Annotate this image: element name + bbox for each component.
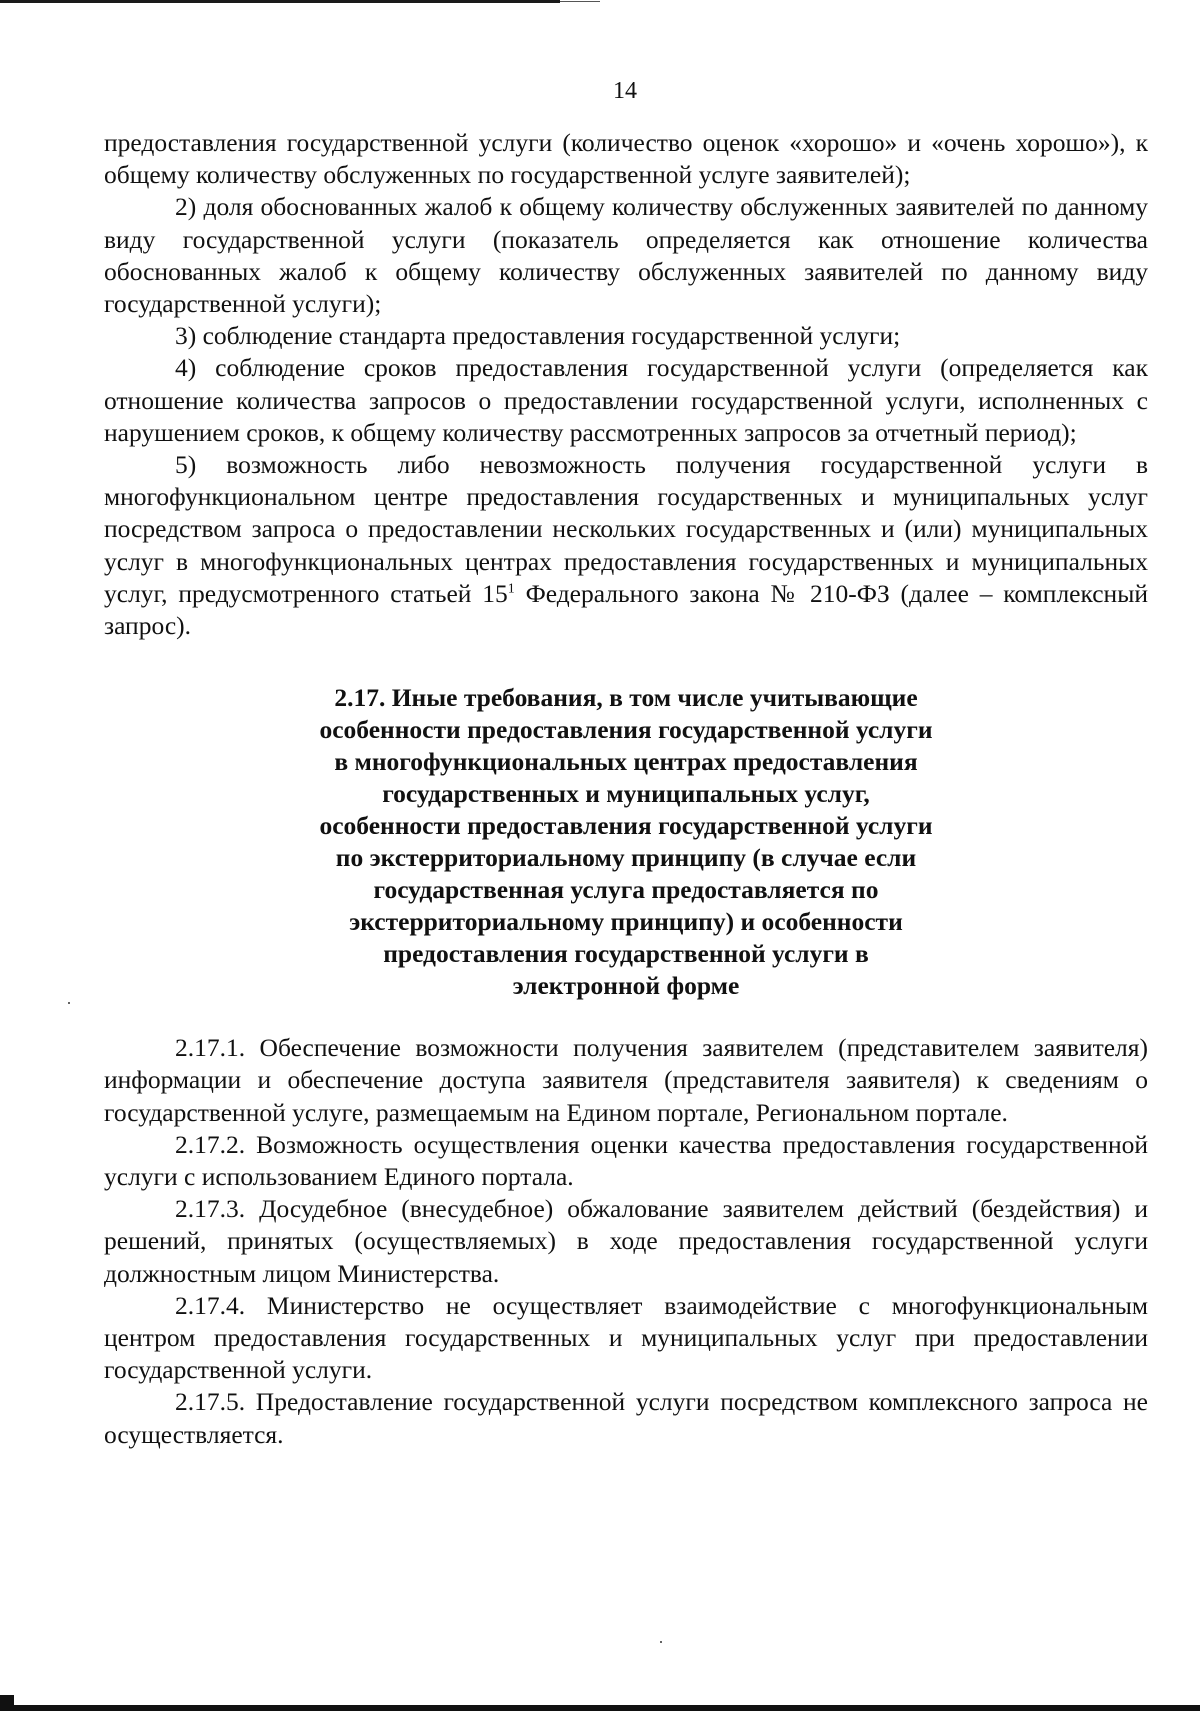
heading-line: государственная услуга предоставляется по xyxy=(373,875,879,905)
scan-speck xyxy=(68,1002,70,1004)
list-item-5-text: 5) возможность либо невозможность получения государственной услуги в многофункциональном центре предоставления государственных и муниципальных услуг посредством запроса о предоставлении нескольких государственных и (или) муниципальных услуг в многофункциональных центрах предоставления государственных и муниципальных услуг, предусмотренного статьей 15 xyxy=(104,450,1148,608)
paragraph-continuation: предоставления государственной услуги (количество оценок «хорошо» и «очень хорошо»), к общему количеству обслуженных по государственной услуге заявителей); xyxy=(104,128,1148,190)
heading-line: особенности предоставления государственной услуги xyxy=(319,811,933,841)
list-item-3: 3) соблюдение стандарта предоставления государственной услуги; xyxy=(175,321,901,351)
superscript: 1 xyxy=(507,581,515,597)
scan-edge-top-fragment xyxy=(560,1,600,2)
heading-line: государственных и муниципальных услуг, xyxy=(382,779,870,809)
clause-2-17-2: 2.17.2. Возможность осуществления оценки качества предоставления государственной услуги с использованием Единого портала. xyxy=(104,1129,1148,1192)
scan-edge-bottom-notch xyxy=(0,1695,14,1705)
scan-edge-bottom xyxy=(0,1705,1200,1711)
heading-line: в многофункциональных центрах предоставления xyxy=(334,747,918,777)
scan-edge-top xyxy=(0,0,560,3)
heading-line: по экстерриториальному принципу (в случае если xyxy=(335,843,917,873)
page-number: 14 xyxy=(613,78,637,104)
clause-2-17-3: 2.17.3. Досудебное (внесудебное) обжалование заявителем действий (бездействия) и решений, принятых (осуществляемых) в ходе предоставления государственной услуги должностным лицом Министерства. xyxy=(104,1194,1148,1288)
list-item-5 xyxy=(104,449,1148,642)
heading-line: особенности предоставления государственной услуги xyxy=(319,715,933,745)
scan-speck xyxy=(660,1641,662,1643)
heading-line: экстерриториальному принципу) и особенности xyxy=(349,907,903,937)
document-body xyxy=(104,127,1148,1451)
clause-2-17-1: 2.17.1. Обеспечение возможности получения заявителем (представителем заявителя) информации и обеспечение доступа заявителя (представителя заявителя) к сведениям о государственной услуге, размещаемым на Едином портале, Региональном портале. xyxy=(104,1033,1148,1127)
heading-line: электронной форме xyxy=(512,971,740,1001)
list-item-5-tail: Федерального закона № 210-ФЗ (далее – комплексный запрос). xyxy=(104,578,1148,641)
heading-line: предоставления государственной услуги в xyxy=(383,939,869,969)
list-item-2: 2) доля обоснованных жалоб к общему количеству обслуженных заявителей по данному виду государственной услуги (показатель определяется как отношение количества обоснованных жалоб к общему количеству обслуженных заявителей по данному виду государственной услуги); xyxy=(104,192,1148,319)
heading-line: 2.17. Иные требования, в том числе учитывающие xyxy=(334,683,918,713)
clause-2-17-5: 2.17.5. Предоставление государственной услуги посредством комплексного запроса не осуществляется. xyxy=(104,1387,1148,1449)
list-item-4: 4) соблюдение сроков предоставления государственной услуги (определяется как отношение количества запросов о предоставлении государственной услуги, исполненных с нарушением сроков, к общему количеству рассмотренных запросов за отчетный период); xyxy=(104,353,1148,447)
clause-2-17-4: 2.17.4. Министерство не осуществляет взаимодействие с многофункциональным центром предоставления государственных и муниципальных услуг при предоставлении государственной услуги. xyxy=(104,1290,1148,1385)
section-heading xyxy=(266,682,986,1002)
